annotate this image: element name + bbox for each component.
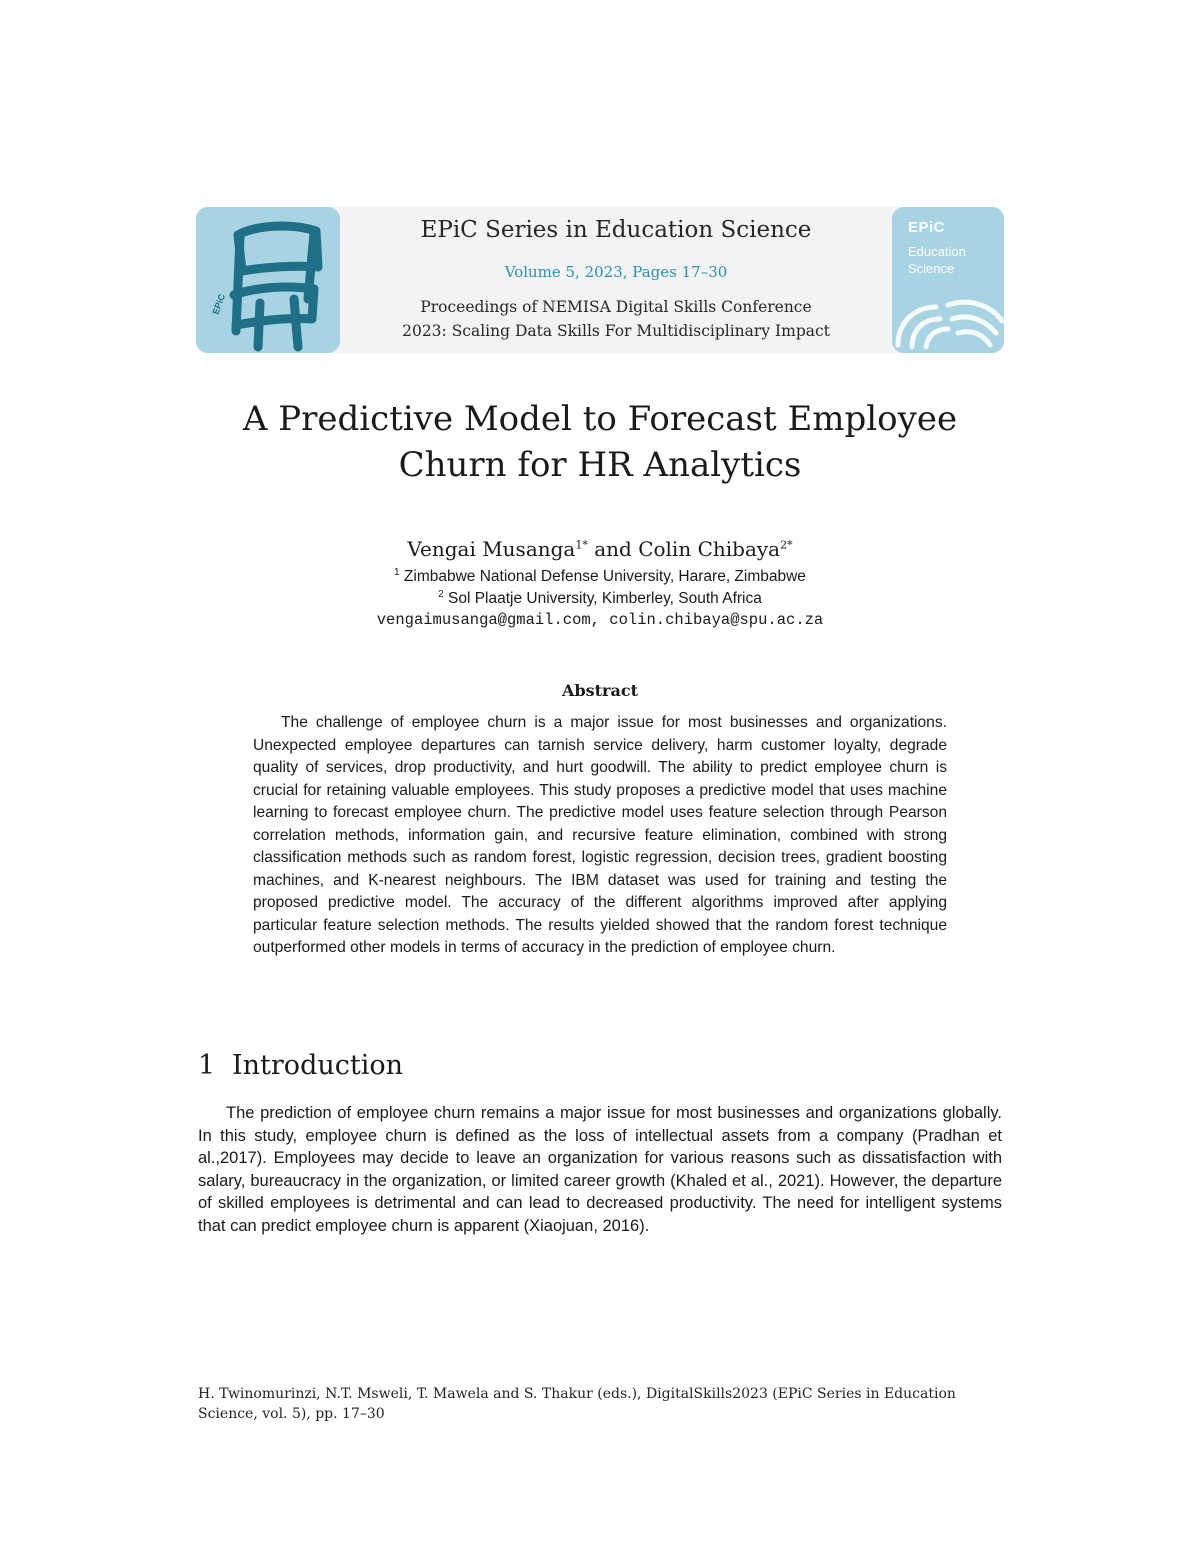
proceedings-line-2: 2023: Scaling Data Skills For Multidisciplinary Impact [402, 322, 830, 340]
logo-lettering: EPiC [210, 292, 228, 316]
author-2-marker: 2* [780, 538, 793, 552]
affiliation-1-text: Zimbabwe National Defense University, Harare, Zimbabwe [399, 568, 806, 586]
abstract-heading: Abstract [562, 681, 638, 700]
wave-icon [892, 285, 1004, 353]
section-number: 1 [198, 1050, 216, 1081]
paper-title [180, 396, 1020, 488]
authors-and: and [587, 537, 639, 561]
section-title: Introduction [232, 1050, 403, 1081]
affiliation-1 [180, 567, 1020, 586]
author-emails: vengaimusanga@gmail.com, colin.chibaya@spu.ac.za [376, 611, 824, 629]
paper-title-line-1: A Predictive Model to Forecast Employee [242, 399, 958, 439]
abstract-body: The challenge of employee churn is a major issue for most businesses and organizations. Unexpected employee departures can tarnish service delivery, harm customer loyalty, degrade quality of services, drop productivity, and hurt goodwill. The ability to predict employee churn is crucial for retaining valuable employees. This study proposes a predictive model that uses machine learning to forecast employee churn. The predictive model uses feature selection through Pearson correlation methods, information gain, and recursive feature elimination, combined with strong classification methods such as random forest, logistic regression, decision trees, gradient boosting machines, and K-nearest neighbours. The IBM dataset was used for training and testing the proposed predictive model. The accuracy of the different algorithms improved after applying particular feature selection methods. The results yielded showed that the random forest technique outperformed other models in terms of accuracy in the prediction of employee churn. [253, 714, 947, 956]
logo-subtitle [908, 243, 966, 277]
series-title: EPiC Series in Education Science [420, 217, 812, 243]
footer-line-2: Science, vol. 5), pp. 17–30 [198, 1406, 385, 1422]
affiliation-2 [180, 589, 1020, 608]
author-1: Vengai Musanga [407, 537, 576, 561]
logo-brand: EPiC [908, 219, 946, 236]
series-banner [196, 207, 1004, 353]
proceedings-title [340, 295, 892, 343]
epic-chair-logo [196, 207, 340, 353]
affiliation-1-marker: 1 [394, 567, 400, 578]
epic-education-science-logo [892, 207, 1004, 353]
affiliation-2-text: Sol Plaatje University, Kimberley, South Africa [443, 590, 762, 608]
footer-line-1: H. Twinomurinzi, N.T. Msweli, T. Mawela and S. Thakur (eds.), DigitalSkills2023 (EPiC Series in Education [198, 1386, 956, 1402]
logo-subtitle-line-2: Science [908, 261, 955, 276]
citation-footer [198, 1384, 1002, 1424]
affiliation-2-marker: 2 [438, 589, 444, 600]
proceedings-line-1: Proceedings of NEMISA Digital Skills Conference [420, 298, 812, 316]
logo-subtitle-line-1: Education [908, 244, 966, 259]
volume-pages: Volume 5, 2023, Pages 17–30 [504, 263, 728, 281]
section-heading [198, 1050, 403, 1081]
introduction-body: The prediction of employee churn remains a major issue for most businesses and organizations globally. In this study, employee churn is defined as the loss of intellectual assets from a company (Pradhan et al.,2017). Employees may decide to leave an organization for various reasons such as dissatisfaction with salary, bureaucracy in the organization, or limited career growth (Khaled et al., 2021). However, the departure of skilled employees is detrimental and can lead to decreased productivity. The need for intelligent systems that can predict employee churn is apparent (Xiaojuan, 2016). [198, 1104, 1002, 1235]
author-1-marker: 1* [575, 538, 588, 552]
paper-title-line-2: Churn for HR Analytics [398, 445, 802, 485]
author-2: Colin Chibaya [638, 537, 781, 561]
authors [180, 537, 1020, 561]
chair-icon [196, 207, 340, 353]
